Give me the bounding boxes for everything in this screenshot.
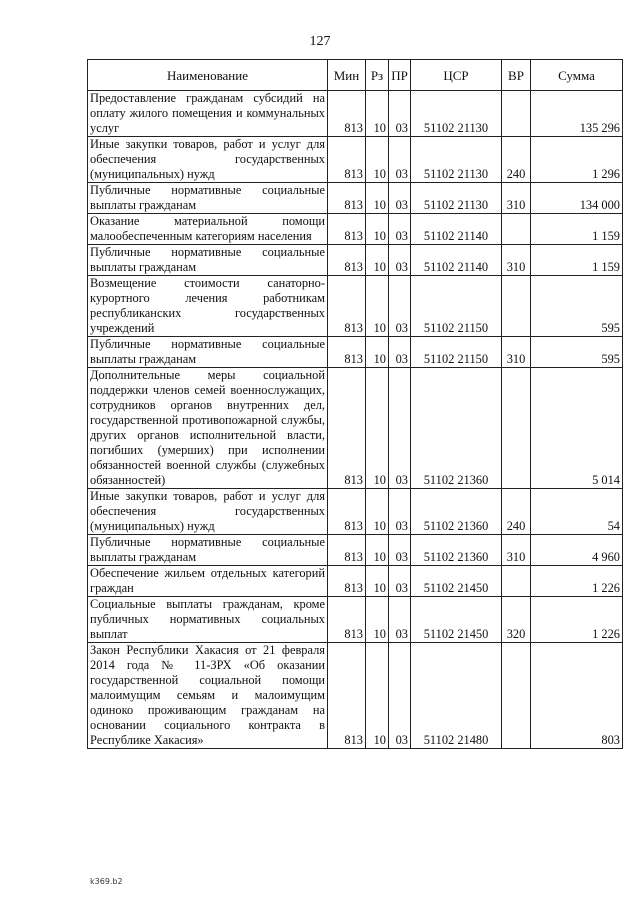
row-name: Публичные нормативные социальные выплаты гражданам [88,245,328,276]
row-min: 813 [328,368,366,489]
row-rz: 10 [366,566,389,597]
row-name: Иные закупки товаров, работ и услуг для обеспечения государственных (муниципальных) нужд [88,137,328,183]
row-rz: 10 [366,245,389,276]
row-vr: 320 [502,597,531,643]
row-csr: 51102 21140 [411,214,502,245]
table-row [88,368,623,489]
table-row [88,597,623,643]
row-pr: 03 [389,91,411,137]
row-vr [502,276,531,337]
row-pr: 03 [389,368,411,489]
row-min: 813 [328,245,366,276]
row-vr: 310 [502,245,531,276]
table-row [88,276,623,337]
row-rz: 10 [366,91,389,137]
table-row [88,137,623,183]
row-min: 813 [328,643,366,749]
row-pr: 03 [389,489,411,535]
row-rz: 10 [366,337,389,368]
row-csr: 51102 21360 [411,368,502,489]
row-pr: 03 [389,214,411,245]
column-header-name: Наименование [88,60,328,91]
row-csr: 51102 21150 [411,276,502,337]
row-vr: 240 [502,137,531,183]
row-vr: 310 [502,183,531,214]
row-pr: 03 [389,566,411,597]
row-sum: 1 226 [531,597,623,643]
row-name: Социальные выплаты гражданам, кроме публичных нормативных социальных выплат [88,597,328,643]
row-pr: 03 [389,245,411,276]
row-name: Дополнительные меры социальной поддержки членов семей военнослужащих, сотрудников органов внутренних дел, государственной противопожарной службы, других органов исполнительной власти, погибших (умерших) при исполнении обязанностей военной службы (служебных обязанностей) [88,368,328,489]
row-vr [502,91,531,137]
row-min: 813 [328,489,366,535]
row-pr: 03 [389,597,411,643]
budget-table [87,59,623,749]
row-csr: 51102 21130 [411,137,502,183]
row-min: 813 [328,597,366,643]
row-pr: 03 [389,337,411,368]
row-sum: 1 226 [531,566,623,597]
row-min: 813 [328,214,366,245]
row-name: Обеспечение жильем отдельных категорий граждан [88,566,328,597]
row-sum: 595 [531,337,623,368]
row-vr: 310 [502,535,531,566]
table-row [88,535,623,566]
row-pr: 03 [389,183,411,214]
row-min: 813 [328,137,366,183]
row-rz: 10 [366,597,389,643]
row-name: Публичные нормативные социальные выплаты гражданам [88,535,328,566]
row-min: 813 [328,276,366,337]
column-header-vr: ВР [502,60,531,91]
row-min: 813 [328,91,366,137]
row-csr: 51102 21360 [411,489,502,535]
table-row [88,643,623,749]
row-csr: 51102 21480 [411,643,502,749]
row-rz: 10 [366,214,389,245]
row-sum: 5 014 [531,368,623,489]
table-row [88,214,623,245]
column-header-csr: ЦСР [411,60,502,91]
row-name: Закон Республики Хакасия от 21 февраля 2014 года № 11-ЗРХ «Об оказании государственной социальной помощи малоимущим семьям и малоимущим одиноко проживающим гражданам на основании социального контракта в Республике Хакасия» [88,643,328,749]
row-vr: 240 [502,489,531,535]
row-name: Возмещение стоимости санаторно-курортного лечения работникам республиканских государственных учреждений [88,276,328,337]
row-name: Публичные нормативные социальные выплаты гражданам [88,183,328,214]
row-name: Публичные нормативные социальные выплаты гражданам [88,337,328,368]
row-rz: 10 [366,368,389,489]
row-sum: 134 000 [531,183,623,214]
table-header-row [88,60,623,91]
row-csr: 51102 21450 [411,597,502,643]
row-csr: 51102 21140 [411,245,502,276]
row-rz: 10 [366,276,389,337]
row-csr: 51102 21130 [411,183,502,214]
row-csr: 51102 21450 [411,566,502,597]
row-vr [502,643,531,749]
table-row [88,91,623,137]
row-min: 813 [328,566,366,597]
row-sum: 1 159 [531,214,623,245]
row-sum: 1 296 [531,137,623,183]
row-name: Иные закупки товаров, работ и услуг для обеспечения государственных (муниципальных) нужд [88,489,328,535]
row-sum: 135 296 [531,91,623,137]
row-pr: 03 [389,643,411,749]
row-sum: 4 960 [531,535,623,566]
row-csr: 51102 21150 [411,337,502,368]
row-vr: 310 [502,337,531,368]
page-number: 127 [309,34,331,49]
row-min: 813 [328,337,366,368]
row-vr [502,368,531,489]
row-sum: 54 [531,489,623,535]
row-rz: 10 [366,183,389,214]
row-name: Предоставление гражданам субсидий на оплату жилого помещения и коммунальных услуг [88,91,328,137]
row-min: 813 [328,183,366,214]
column-header-pr: ПР [389,60,411,91]
row-name: Оказание материальной помощи малообеспеченным категориям населения [88,214,328,245]
table-body [88,91,623,749]
column-header-min: Мин [328,60,366,91]
row-pr: 03 [389,137,411,183]
column-header-rz: Рз [366,60,389,91]
row-rz: 10 [366,137,389,183]
table-row [88,489,623,535]
row-sum: 803 [531,643,623,749]
row-rz: 10 [366,535,389,566]
row-csr: 51102 21130 [411,91,502,137]
row-vr [502,214,531,245]
row-vr [502,566,531,597]
row-sum: 595 [531,276,623,337]
footer-code: k369.b2 [90,877,123,886]
row-pr: 03 [389,276,411,337]
table-row [88,337,623,368]
row-pr: 03 [389,535,411,566]
row-csr: 51102 21360 [411,535,502,566]
table-row [88,245,623,276]
table-row [88,566,623,597]
row-min: 813 [328,535,366,566]
row-rz: 10 [366,489,389,535]
row-rz: 10 [366,643,389,749]
table-row [88,183,623,214]
row-sum: 1 159 [531,245,623,276]
column-header-sum: Сумма [531,60,623,91]
